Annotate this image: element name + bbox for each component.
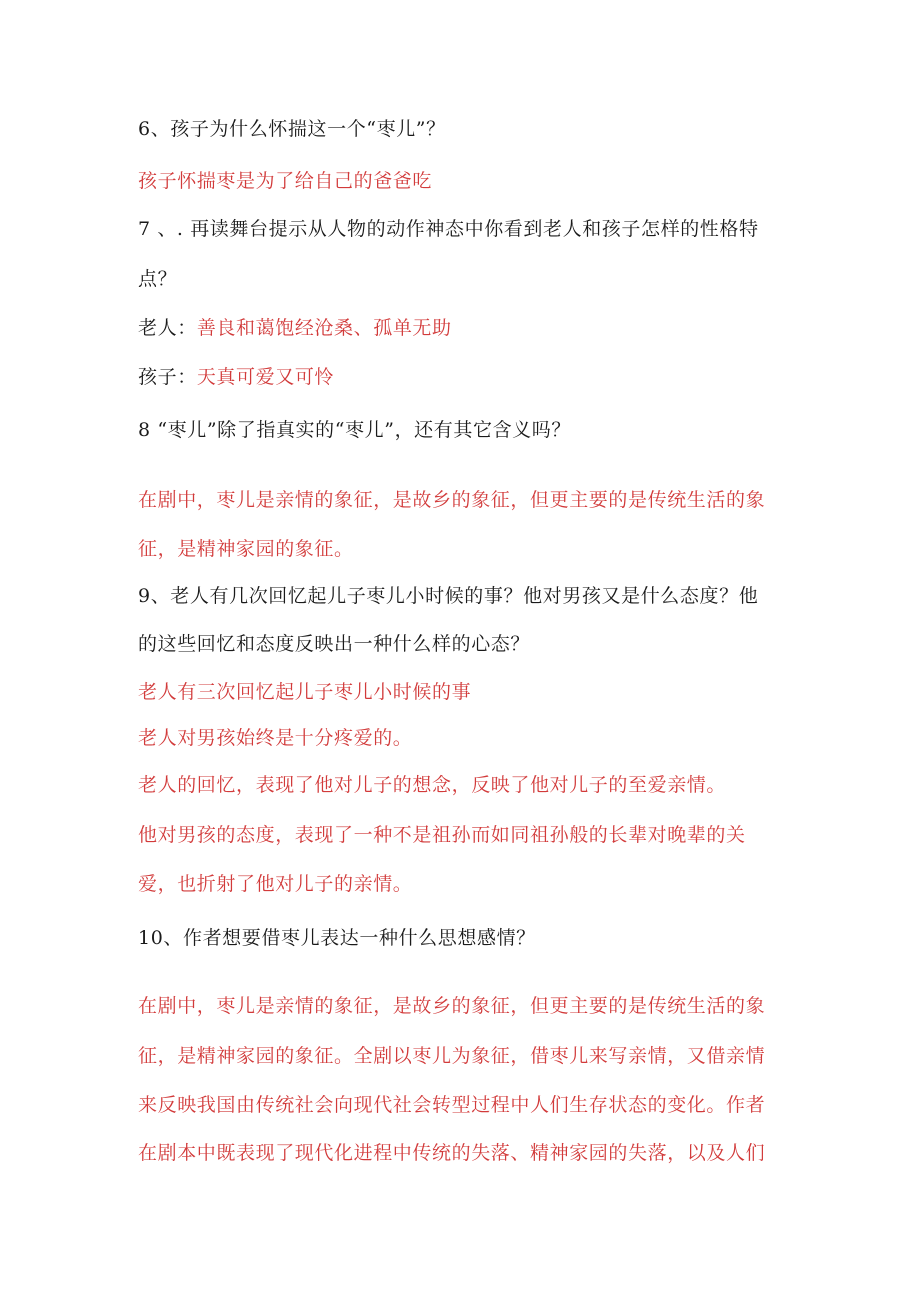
answer-7-child xyxy=(138,364,788,390)
answer-10-line-3: 来反映我国由传统社会向现代社会转型过程中人们生存状态的变化。作者 xyxy=(138,1094,766,1116)
answer-label: 孩子： xyxy=(138,366,197,388)
answer-9-line-4: 他对男孩的态度，表现了一种不是祖孙而如同祖孙般的长辈对晚辈的关 xyxy=(138,824,746,846)
answer-9-line-1: 老人有三次回忆起儿子枣儿小时候的事 xyxy=(138,681,472,703)
question-6: 6、孩子为什么怀揣这一个“枣儿”？ xyxy=(138,118,446,140)
answer-9-line-5: 爱，也折射了他对儿子的亲情。 xyxy=(138,873,413,895)
question-10: 10、作者想要借枣儿表达一种什么思想感情？ xyxy=(138,927,536,949)
answer-8-line-2: 征，是精神家园的象征。 xyxy=(138,538,354,560)
question-8: 8 “枣儿”除了指真实的“枣儿”，还有其它含义吗？ xyxy=(138,419,571,441)
answer-9-line-3: 老人的回忆，表现了他对儿子的想念，反映了他对儿子的至爱亲情。 xyxy=(138,774,727,796)
question-9-line-1: 9、老人有几次回忆起儿子枣儿小时候的事？他对男孩又是什么态度？他 xyxy=(138,585,759,607)
answer-7-old-man xyxy=(138,315,788,341)
question-7-line-1: 7 、. 再读舞台提示从人物的动作神态中你看到老人和孩子怎样的性格特 xyxy=(138,218,759,240)
answer-10-line-1: 在剧中，枣儿是亲情的象征，是故乡的象征，但更主要的是传统生活的象 xyxy=(138,995,766,1017)
question-7-line-2: 点？ xyxy=(138,268,178,290)
answer-10-line-4: 在剧本中既表现了现代化进程中传统的失落、精神家园的失落，以及人们 xyxy=(138,1142,766,1164)
answer-9-line-2: 老人对男孩始终是十分疼爱的。 xyxy=(138,727,413,749)
answer-6: 孩子怀揣枣是为了给自己的爸爸吃 xyxy=(138,170,433,192)
answer-label: 老人： xyxy=(138,317,197,339)
answer-value: 善良和蔼饱经沧桑、孤单无助 xyxy=(196,317,452,339)
answer-10-line-2: 征，是精神家园的象征。全剧以枣儿为象征，借枣儿来写亲情，又借亲情 xyxy=(138,1045,766,1067)
answer-value: 天真可爱又可怜 xyxy=(196,366,335,388)
question-9-line-2: 的这些回忆和态度反映出一种什么样的心态？ xyxy=(138,633,531,655)
answer-8-line-1: 在剧中，枣儿是亲情的象征，是故乡的象征，但更主要的是传统生活的象 xyxy=(138,489,766,511)
